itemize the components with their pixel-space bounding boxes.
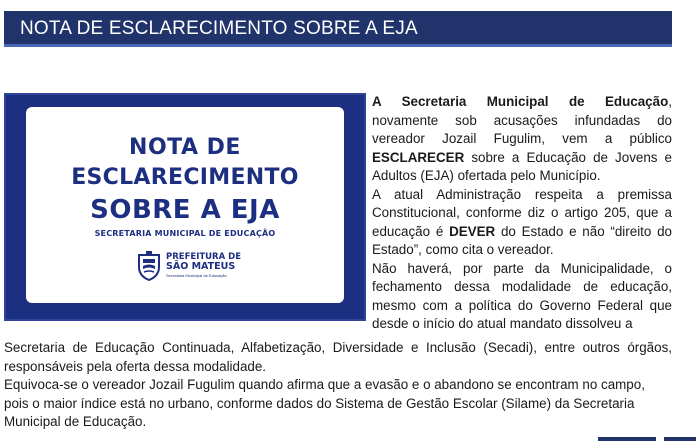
article-banner-image <box>4 93 366 321</box>
logo-prefix: PREFEITURA DE <box>166 252 242 262</box>
banner-card <box>26 107 344 303</box>
paragraph-2-strong-1: DEVER <box>449 223 496 239</box>
paragraph-1-text-2: sobre a Educação de Jovens e Adultos (EJA) ofertada pelo Município. <box>372 149 672 183</box>
page-title: NOTA DE ESCLARECIMENTO SOBRE A EJA <box>20 18 418 39</box>
banner-line-1: NOTA DE <box>129 135 241 160</box>
paragraph-1-text-1: , novamente sob acusações infundadas do vereador Jozail Fugulim, vem a público <box>372 94 672 146</box>
paragraph-1-strong-2: ESCLARECER <box>372 149 465 165</box>
article-body-column <box>372 93 672 334</box>
paragraph-4: Equivoca-se o vereador Jozail Fugulim quando afirma que a evasão e o abandono se encontram no campo, pois o maior índice está no urbano, conforme dados do Sistema de Gestão Escolar (Silame) da Secretaria Municipal de Educação. <box>4 377 645 429</box>
header-bar <box>4 11 672 47</box>
banner-line-3: SOBRE A EJA <box>90 195 280 225</box>
prefeitura-logo <box>136 249 246 283</box>
bottom-divider-1 <box>598 437 656 441</box>
coat-of-arms-icon <box>136 251 162 281</box>
logo-caption: Secretaria Municipal de Educação <box>166 273 227 278</box>
article-body-full <box>4 339 672 432</box>
logo-city: SÃO MATEUS <box>166 261 236 272</box>
paragraph-3-part-2: Secretaria de Educação Continuada, Alfabetização, Diversidade e Inclusão (Secadi), entre outros órgãos, responsáveis pela oferta dessa modalidade. <box>4 340 672 374</box>
paragraph-2-text-1: A atual Administração respeita a premissa Constitucional, conforme diz o artigo 205, que a educação é <box>372 186 672 239</box>
bottom-divider-2 <box>664 437 696 441</box>
paragraph-1-strong-1: A Secretaria Municipal de Educação <box>372 94 669 109</box>
banner-line-2: ESCLARECIMENTO <box>71 165 299 190</box>
paragraph-1 <box>372 93 672 186</box>
paragraph-2 <box>372 186 672 260</box>
banner-subtitle: SECRETARIA MUNICIPAL DE EDUCAÇÃO <box>94 229 276 238</box>
paragraph-3-part-1: Não haverá, por parte da Municipalidade, o fechamento dessa modalidade de educação, mesmo com a política do Governo Federal que desde o início do atual mandato dissolveu a <box>372 260 672 331</box>
paragraph-2-text-2: do Estado e não “direito do Estado”, como cita o vereador. <box>372 223 672 257</box>
